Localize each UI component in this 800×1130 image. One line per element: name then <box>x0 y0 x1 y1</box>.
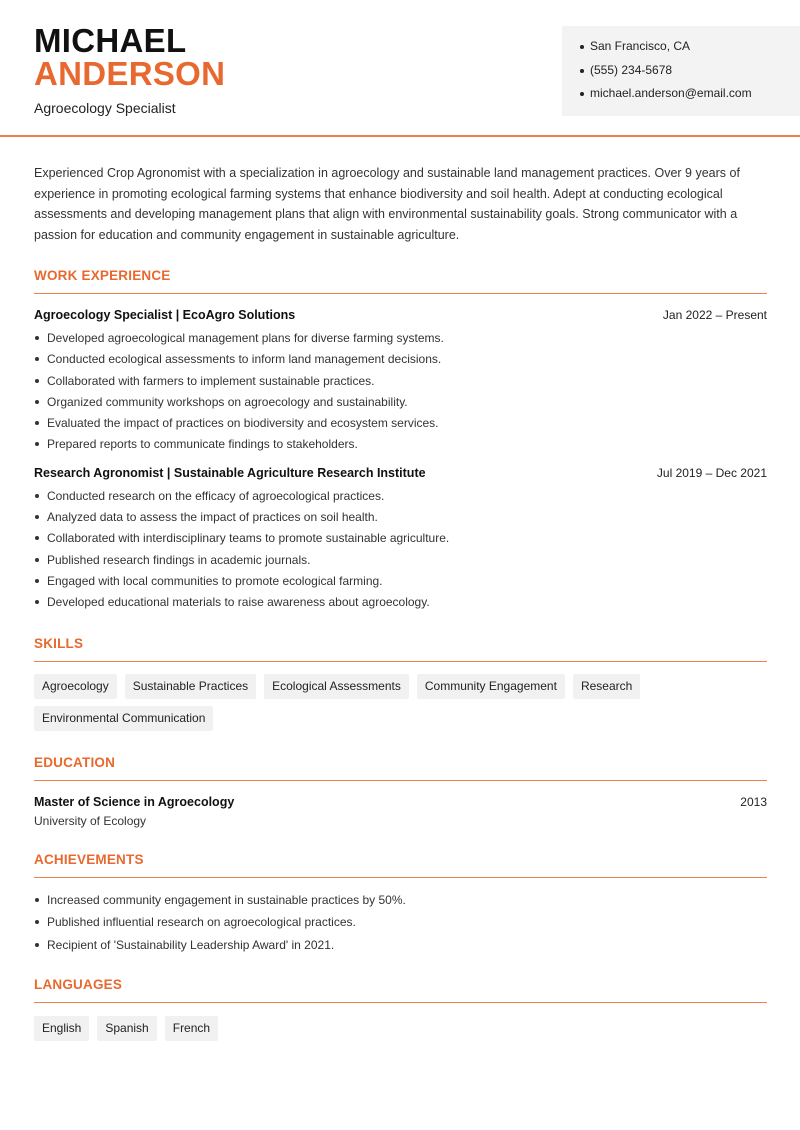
skill-tag: Sustainable Practices <box>125 674 256 699</box>
job-bullet: Analyzed data to assess the impact of practices on soil health. <box>34 507 767 528</box>
job-title: Agroecology Specialist <box>34 100 176 116</box>
skill-tag: Community Engagement <box>417 674 565 699</box>
achievement-item: Recipient of 'Sustainability Leadership Award' in 2021. <box>34 935 767 958</box>
job-bullet: Organized community workshops on agroecology and sustainability. <box>34 392 767 413</box>
language-tag: French <box>165 1016 218 1041</box>
job-entry <box>34 466 767 614</box>
job-bullet: Published research findings in academic journals. <box>34 550 767 571</box>
education-degree: Master of Science in Agroecology <box>34 794 235 809</box>
education-school: University of Ecology <box>34 813 147 828</box>
contact-location: San Francisco, CA <box>580 36 800 60</box>
job-bullet: Prepared reports to communicate findings to stakeholders. <box>34 434 767 455</box>
section-divider <box>34 1002 767 1003</box>
job-bullet: Developed educational materials to raise awareness about agroecology. <box>34 592 767 613</box>
job-bullet: Evaluated the impact of practices on biodiversity and ecosystem services. <box>34 413 767 434</box>
section-title-languages: LANGUAGES <box>34 977 123 993</box>
language-tag: Spanish <box>97 1016 156 1041</box>
work-experience-section <box>34 268 767 614</box>
section-title-education: EDUCATION <box>34 754 116 770</box>
skill-tag: Research <box>573 674 640 699</box>
section-divider <box>34 877 767 878</box>
job-bullet: Conducted research on the efficacy of agroecological practices. <box>34 486 767 507</box>
skill-tag: Agroecology <box>34 674 117 699</box>
education-year: 2013 <box>740 794 767 809</box>
section-divider <box>34 661 767 662</box>
contact-phone: (555) 234-5678 <box>580 60 800 84</box>
job-dates: Jul 2019 – Dec 2021 <box>656 465 767 480</box>
section-title-achievements: ACHIEVEMENTS <box>34 851 144 867</box>
job-entry <box>34 308 767 456</box>
summary: Experienced Crop Agronomist with a specialization in agroecology and sustainable land management practices. Over 9 years of experience in promoting ecological farming systems that enhance biodiversity and soil health. Adept at conducting ecological assessments and developing management plans that align with environmental sustainability goals. Strong communicator with a passion for education and community engagement in sustainable agriculture. <box>34 166 740 242</box>
first-name: MICHAEL <box>34 22 187 59</box>
job-role: Agroecology Specialist | EcoAgro Solutions <box>34 308 296 322</box>
languages-section <box>34 977 767 1041</box>
contact-box <box>562 26 800 116</box>
achievement-item: Published influential research on agroecological practices. <box>34 912 767 935</box>
last-name: ANDERSON <box>34 55 226 92</box>
job-bullet: Collaborated with farmers to implement sustainable practices. <box>34 371 767 392</box>
resume-header <box>0 0 800 137</box>
skill-tag: Ecological Assessments <box>264 674 409 699</box>
section-title-work: WORK EXPERIENCE <box>34 268 171 283</box>
job-bullet: Developed agroecological management plans for diverse farming systems. <box>34 328 767 349</box>
resume-body <box>34 163 767 1041</box>
section-title-skills: SKILLS <box>34 635 84 651</box>
achievement-item: Increased community engagement in sustainable practices by 50%. <box>34 890 767 913</box>
job-dates: Jan 2022 – Present <box>662 308 767 322</box>
contact-email[interactable]: michael.anderson@email.com <box>580 83 800 107</box>
job-bullet: Collaborated with interdisciplinary teams to promote sustainable agriculture. <box>34 528 767 549</box>
skill-tag: Environmental Communication <box>34 706 213 731</box>
job-bullet: Engaged with local communities to promote ecological farming. <box>34 571 767 592</box>
section-divider <box>34 293 767 294</box>
education-entry <box>34 795 767 828</box>
education-section <box>34 755 767 828</box>
job-bullet: Conducted ecological assessments to inform land management decisions. <box>34 349 767 370</box>
job-role: Research Agronomist | Sustainable Agriculture Research Institute <box>34 465 426 480</box>
achievements-section <box>34 852 767 958</box>
language-tag: English <box>34 1016 89 1041</box>
skills-section <box>34 636 767 731</box>
section-divider <box>34 780 767 781</box>
